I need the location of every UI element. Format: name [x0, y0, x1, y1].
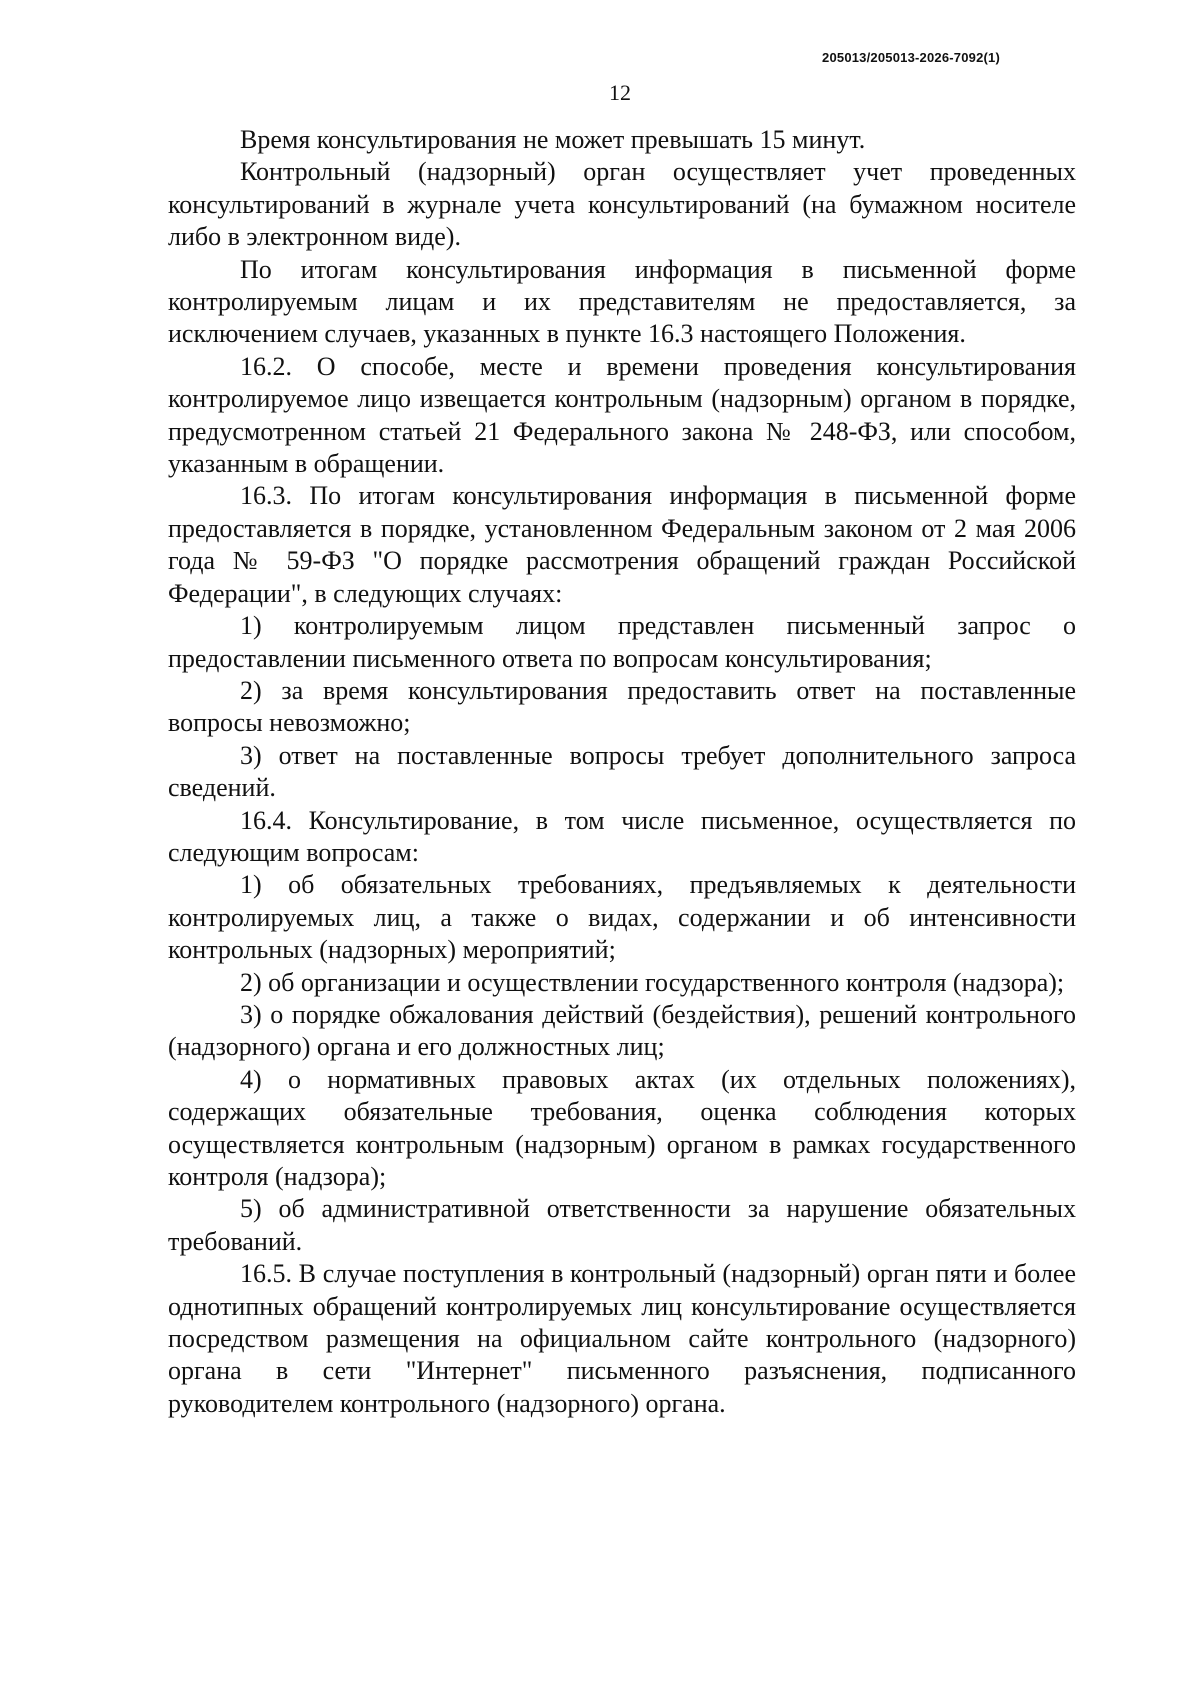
- document-id: 205013/205013-2026-7092(1): [822, 50, 1000, 65]
- list-item-16-3-3: 3) ответ на поставленные вопросы требует дополнительного запроса сведений.: [168, 740, 1076, 803]
- list-item-16-4-3: 3) о порядке обжалования действий (бездействия), решений контрольного (надзорного) органа и его должностных лиц;: [168, 999, 1076, 1062]
- list-item-16-3-2: 2) за время консультирования предоставить ответ на поставленные вопросы невозможно;: [168, 675, 1076, 738]
- paragraph-16-2: 16.2. О способе, месте и времени проведения консультирования контролируемое лицо извещается контрольным (надзорным) органом в порядке, предусмотренном статьей 21 Федерального закона № 248-ФЗ, или способом, указанным в обращении.: [168, 351, 1076, 479]
- list-item-16-4-4: 4) о нормативных правовых актах (их отдельных положениях), содержащих обязательные требования, оценка соблюдения которых осуществляется контрольным (надзорным) органом в рамках государственного контроля (надзора);: [168, 1064, 1076, 1191]
- list-item-16-3-1: 1) контролируемым лицом представлен письменный запрос о предоставлении письменного ответа по вопросам консультирования;: [168, 611, 1076, 673]
- list-item-16-4-2: 2) об организации и осуществлении государственного контроля (надзора);: [240, 967, 1065, 997]
- paragraph-16-5: 16.5. В случае поступления в контрольный (надзорный) орган пяти и более однотипных обращений контролируемых лиц консультирование осуществляется посредством размещения на официальном сайте контрольного (надзорного) органа в сети "Интернет" письменного разъяснения, подписанного руководителем контрольного (надзорного) органа.: [168, 1259, 1076, 1418]
- list-item-16-4-1: 1) об обязательных требованиях, предъявляемых к деятельности контролируемых лиц, а также о видах, содержании и об интенсивности контрольных (надзорных) мероприятий;: [168, 870, 1076, 965]
- list-item-16-4-5: 5) об административной ответственности за нарушение обязательных требований.: [168, 1194, 1076, 1256]
- paragraph-16-4: 16.4. Консультирование, в том числе письменное, осуществляется по следующим вопросам:: [168, 805, 1076, 867]
- paragraph-written-info: По итогам консультирования информация в письменной форме контролируемым лицам и их представителям не предоставляется, за исключением случаев, указанных в пункте 16.3 настоящего Положения.: [168, 254, 1076, 349]
- paragraph-consultation-log: Контрольный (надзорный) орган осуществляет учет проведенных консультирований в журнале учета консультирований (на бумажном носителе либо в электронном виде).: [168, 157, 1076, 252]
- paragraph-16-3: 16.3. По итогам консультирования информация в письменной форме предоставляется в порядке, установленном Федеральным законом от 2 мая 2006 года № 59-ФЗ "О порядке рассмотрения обращений граждан Российской Федерации", в следующих случаях:: [168, 481, 1076, 608]
- document-body: [168, 124, 1076, 1420]
- page-number: 12: [609, 80, 631, 105]
- paragraph-consultation-time: Время консультирования не может превышать 15 минут.: [240, 125, 866, 154]
